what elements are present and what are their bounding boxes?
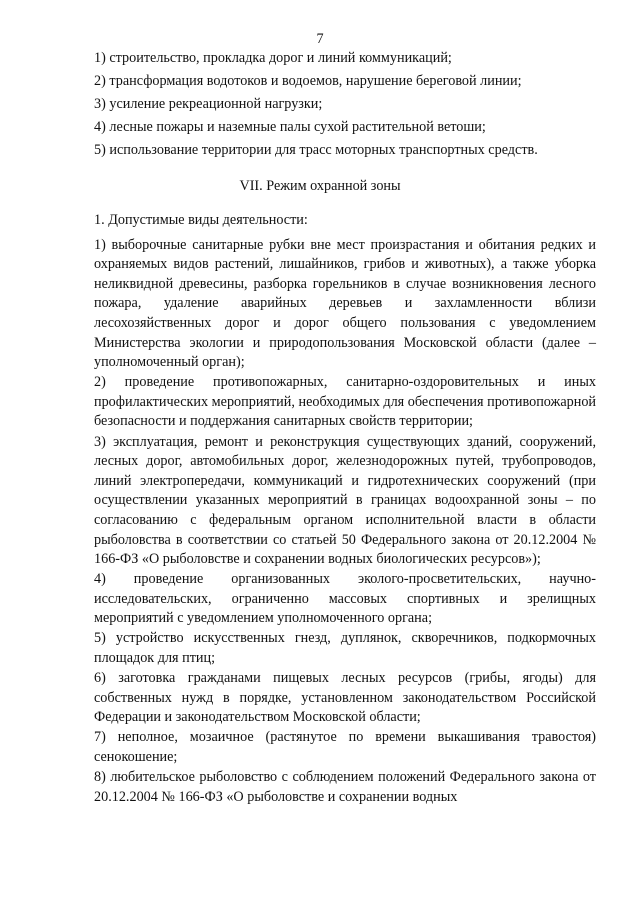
list-item: 1) строительство, прокладка дорог и линий коммуникаций;	[94, 50, 452, 66]
threats-list	[94, 49, 604, 164]
section-body	[94, 211, 596, 808]
paragraph-5: 5) устройство искусственных гнезд, дуплянок, скворечников, подкормочных площадок для птиц;	[94, 630, 596, 667]
list-item: 3) усиление рекреационной нагрузки;	[94, 96, 323, 113]
section-heading: VII. Режим охранной зоны	[239, 178, 401, 194]
list-item: 5) использование территории для трасс моторных транспортных средств.	[94, 142, 538, 159]
page-number: 7	[316, 31, 324, 47]
subheading: 1. Допустимые виды деятельности:	[94, 212, 308, 228]
paragraph-8: 8) любительское рыболовство с соблюдением положений Федерального закона от 20.12.2004 № 166-ФЗ «О рыболовстве и сохранении водных	[94, 769, 596, 805]
paragraph-4: 4) проведение организованных эколого-просветительских, научно-исследовательских, ограниченно массовых спортивных и зрелищных мероприятий с уведомлением уполномоченного органа;	[94, 571, 596, 627]
paragraph-6: 6) заготовка гражданами пищевых лесных ресурсов (грибы, ягоды) для собственных нужд в порядке, установленном законодательством Российской Федерации и законодательством Московской области;	[94, 670, 596, 726]
list-item: 4) лесные пожары и наземные палы сухой растительной ветоши;	[94, 119, 486, 136]
paragraph-7: 7) неполное, мозаичное (растянутое по времени выкашивания травостоя) сенокошение;	[94, 729, 596, 766]
paragraph-2: 2) проведение противопожарных, санитарно-оздоровительных и иных профилактических мероприятий, необходимых для обеспечения противопожарной безопасности и поддержания санитарных свойств территории;	[94, 374, 596, 430]
paragraph-1: 1) выборочные санитарные рубки вне мест произрастания и обитания редких и охраняемых видов растений, лишайников, грибов и животных), а также уборка неликвидной древесины, разборка горельников в случае возникновения лесного пожара, удаление аварийных деревьев и захламленности вблизи лесохозяйственных дорог и дорог общего пользования с уведомлением Министерства экологии и природопользования Московской области (далее – уполномоченный орган);	[94, 236, 596, 371]
list-item: 2) трансформация водотоков и водоемов, нарушение береговой линии;	[94, 73, 522, 90]
paragraph-3: 3) эксплуатация, ремонт и реконструкция существующих зданий, сооружений, лесных дорог, автомобильных дорог, железнодорожных путей, трубопроводов, линий электропередачи, коммуникаций и гидротехнических сооружений (при осуществлении указанных мероприятий в границах водоохранной зоны – по согласованию с федеральным органом исполнительной власти в области рыболовства в соответствии со статьей 50 Федерального закона от 20.12.2004 № 166-ФЗ «О рыболовстве и сохранении водных биологических ресурсов»);	[94, 433, 596, 568]
